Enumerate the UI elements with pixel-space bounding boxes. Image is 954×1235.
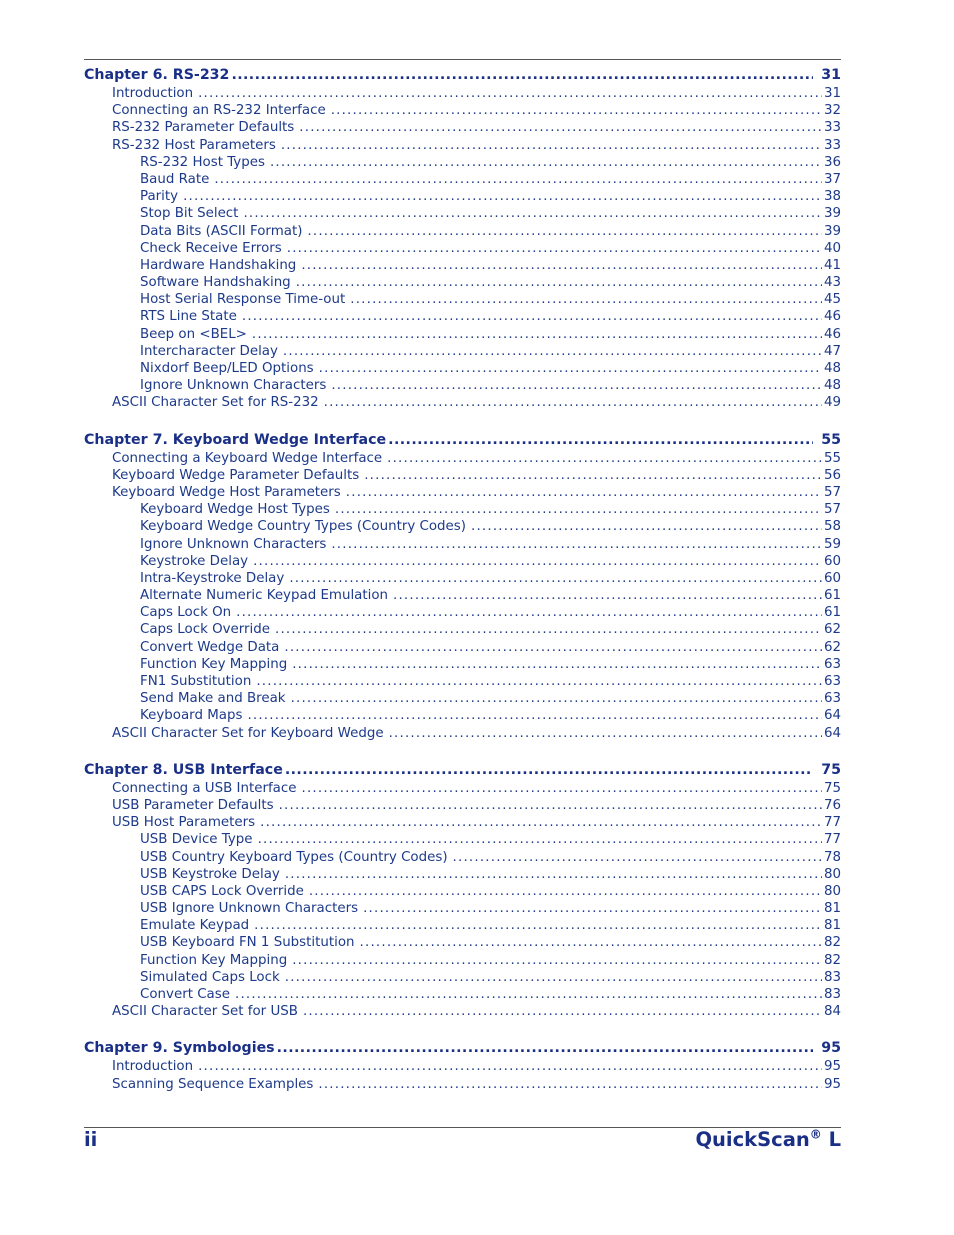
entry-page-number: 55 bbox=[823, 450, 841, 466]
entry-label: Baud Rate bbox=[140, 171, 210, 187]
entry-label: USB Keyboard FN 1 Substitution bbox=[140, 935, 355, 951]
dot-leader bbox=[363, 900, 822, 917]
toc-entry[interactable] bbox=[84, 1058, 841, 1075]
entry-page-number: 39 bbox=[823, 223, 841, 239]
entry-page-number: 63 bbox=[823, 656, 841, 672]
dot-leader bbox=[281, 137, 822, 154]
dot-leader bbox=[214, 171, 822, 188]
chapter-title: Chapter 9. Symbologies bbox=[84, 1040, 275, 1057]
dot-leader bbox=[279, 797, 822, 814]
dot-leader bbox=[389, 725, 822, 742]
entry-label: Simulated Caps Lock bbox=[140, 969, 280, 985]
dot-leader bbox=[236, 604, 822, 621]
dot-leader bbox=[292, 656, 822, 673]
entry-page-number: 76 bbox=[823, 797, 841, 813]
dot-leader bbox=[319, 360, 822, 377]
dot-leader bbox=[309, 883, 822, 900]
toc-entry[interactable] bbox=[84, 621, 841, 638]
dot-leader bbox=[331, 377, 822, 394]
toc-entry[interactable] bbox=[84, 171, 841, 188]
entry-page-number: 37 bbox=[823, 171, 841, 187]
entry-page-number: 46 bbox=[823, 309, 841, 325]
dot-leader bbox=[291, 690, 822, 707]
entry-label: USB Host Parameters bbox=[112, 815, 256, 831]
dot-leader bbox=[364, 467, 822, 484]
dot-leader bbox=[277, 1039, 814, 1058]
entry-label: Caps Lock Override bbox=[140, 622, 271, 638]
chapter-title: Chapter 7. Keyboard Wedge Interface bbox=[84, 431, 387, 448]
entry-page-number: 83 bbox=[823, 969, 841, 985]
dot-leader bbox=[285, 761, 813, 780]
entry-label: Connecting a Keyboard Wedge Interface bbox=[112, 450, 383, 466]
entry-label: ASCII Character Set for RS-232 bbox=[112, 395, 319, 411]
entry-page-number: 75 bbox=[823, 780, 841, 796]
dot-leader bbox=[346, 484, 822, 501]
entry-page-number: 77 bbox=[823, 832, 841, 848]
toc-entry[interactable] bbox=[84, 866, 841, 883]
entry-page-number: 81 bbox=[823, 918, 841, 934]
entry-label: Host Serial Response Time-out bbox=[140, 292, 346, 308]
dot-leader bbox=[247, 707, 822, 724]
dot-leader bbox=[284, 639, 822, 656]
entry-label: ASCII Character Set for Keyboard Wedge bbox=[112, 725, 384, 741]
entry-label: USB Keystroke Delay bbox=[140, 866, 280, 882]
dot-leader bbox=[235, 986, 822, 1003]
entry-label: USB Country Keyboard Types (Country Codes) bbox=[140, 849, 448, 865]
toc-chapter bbox=[84, 66, 841, 412]
dot-leader bbox=[283, 343, 822, 360]
dot-leader bbox=[388, 431, 813, 450]
toc-entry[interactable] bbox=[84, 188, 841, 205]
entry-label: Nixdorf Beep/LED Options bbox=[140, 361, 314, 376]
toc-entry[interactable] bbox=[84, 377, 841, 394]
dot-leader bbox=[285, 969, 822, 986]
dot-leader bbox=[292, 952, 822, 969]
chapter-heading[interactable] bbox=[84, 761, 841, 780]
toc-entry[interactable] bbox=[84, 639, 841, 656]
toc-entry[interactable] bbox=[84, 154, 841, 171]
entry-page-number: 36 bbox=[823, 154, 841, 170]
entry-label: Data Bits (ASCII Format) bbox=[140, 223, 303, 239]
product-suffix: L bbox=[821, 1128, 841, 1151]
toc-entry[interactable] bbox=[84, 501, 841, 518]
dot-leader bbox=[260, 814, 822, 831]
dot-leader bbox=[299, 119, 822, 136]
entry-label: Introduction bbox=[112, 1059, 194, 1075]
entry-label: Connecting a USB Interface bbox=[112, 780, 297, 796]
chapter-heading[interactable] bbox=[84, 431, 841, 450]
toc-entry[interactable] bbox=[84, 1003, 841, 1020]
chapter-page-number: 55 bbox=[821, 431, 841, 448]
entry-label: Scanning Sequence Examples bbox=[112, 1076, 314, 1092]
toc-entry[interactable] bbox=[84, 780, 841, 797]
entry-label: Alternate Numeric Keypad Emulation bbox=[140, 588, 389, 604]
dot-leader bbox=[198, 1058, 822, 1075]
toc-entry[interactable] bbox=[84, 986, 841, 1003]
dot-leader bbox=[471, 518, 822, 535]
dot-leader bbox=[243, 205, 822, 222]
dot-leader bbox=[318, 1076, 822, 1093]
toc-entry[interactable] bbox=[84, 467, 841, 484]
entry-page-number: 43 bbox=[823, 275, 841, 291]
toc-entry[interactable] bbox=[84, 102, 841, 119]
entry-page-number: 64 bbox=[823, 708, 841, 724]
dot-leader bbox=[198, 85, 822, 102]
header-rule bbox=[84, 59, 841, 60]
dot-leader bbox=[324, 394, 822, 411]
entry-label: Connecting an RS-232 Interface bbox=[112, 103, 326, 119]
chapter-title: Chapter 8. USB Interface bbox=[84, 761, 283, 778]
toc-entry[interactable] bbox=[84, 257, 841, 274]
entry-label: Function Key Mapping bbox=[140, 952, 288, 968]
toc-entry[interactable] bbox=[84, 690, 841, 707]
toc-entry[interactable] bbox=[84, 952, 841, 969]
toc-entry[interactable] bbox=[84, 343, 841, 360]
entry-label: Intra-Keystroke Delay bbox=[140, 570, 285, 586]
toc-entry[interactable] bbox=[84, 308, 841, 325]
toc-chapter bbox=[84, 1039, 841, 1092]
entry-page-number: 62 bbox=[823, 622, 841, 638]
dot-leader bbox=[270, 154, 822, 171]
entry-page-number: 40 bbox=[823, 240, 841, 256]
entry-page-number: 95 bbox=[823, 1076, 841, 1092]
dot-leader bbox=[287, 240, 822, 257]
entry-label: RS-232 Host Parameters bbox=[112, 137, 276, 153]
entry-page-number: 80 bbox=[823, 866, 841, 882]
toc-entry[interactable] bbox=[84, 85, 841, 102]
toc-entry[interactable] bbox=[84, 570, 841, 587]
dot-leader bbox=[296, 274, 822, 291]
entry-label: Hardware Handshaking bbox=[140, 257, 297, 273]
entry-label: RS-232 Host Types bbox=[140, 154, 265, 170]
toc-entry[interactable] bbox=[84, 1076, 841, 1093]
toc-entry[interactable] bbox=[84, 849, 841, 866]
toc-entry[interactable] bbox=[84, 707, 841, 724]
dot-leader bbox=[256, 673, 822, 690]
entry-label: Convert Case bbox=[140, 987, 230, 1002]
toc-entry[interactable] bbox=[84, 934, 841, 951]
chapter-page-number: 31 bbox=[821, 67, 841, 83]
toc-entry[interactable] bbox=[84, 240, 841, 257]
dot-leader bbox=[242, 308, 822, 325]
toc-entry[interactable] bbox=[84, 205, 841, 222]
footer-page-number: ii bbox=[84, 1128, 98, 1151]
entry-label: Send Make and Break bbox=[140, 691, 286, 707]
entry-page-number: 80 bbox=[823, 883, 841, 899]
entry-page-number: 78 bbox=[823, 849, 841, 865]
entry-label: Keyboard Maps bbox=[140, 708, 243, 724]
entry-page-number: 82 bbox=[823, 952, 841, 968]
toc-entry[interactable] bbox=[84, 326, 841, 343]
dot-leader bbox=[360, 934, 822, 951]
entry-label: Stop Bit Select bbox=[140, 206, 239, 222]
dot-leader bbox=[285, 866, 822, 883]
entry-page-number: 33 bbox=[823, 137, 841, 153]
toc-entry[interactable] bbox=[84, 360, 841, 377]
entry-label: Ignore Unknown Characters bbox=[140, 536, 327, 552]
chapter-page-number: 75 bbox=[821, 761, 841, 778]
toc-chapter bbox=[84, 431, 841, 742]
entry-page-number: 33 bbox=[823, 120, 841, 136]
dot-leader bbox=[307, 223, 822, 240]
toc-entry[interactable] bbox=[84, 137, 841, 154]
toc-entry[interactable] bbox=[84, 797, 841, 814]
toc-entry[interactable] bbox=[84, 223, 841, 240]
entry-label: RS-232 Parameter Defaults bbox=[112, 120, 295, 136]
entry-page-number: 39 bbox=[823, 206, 841, 222]
entry-page-number: 60 bbox=[823, 553, 841, 569]
entry-page-number: 32 bbox=[823, 103, 841, 119]
entry-page-number: 81 bbox=[823, 901, 841, 917]
toc-entry[interactable] bbox=[84, 119, 841, 136]
dot-leader bbox=[183, 188, 822, 205]
entry-page-number: 63 bbox=[823, 691, 841, 707]
entry-label: Emulate Keypad bbox=[140, 918, 250, 934]
entry-label: Keyboard Wedge Host Parameters bbox=[112, 484, 341, 500]
entry-page-number: 47 bbox=[823, 343, 841, 359]
dot-leader bbox=[393, 587, 822, 604]
dot-leader bbox=[301, 257, 822, 274]
entry-page-number: 48 bbox=[823, 361, 841, 376]
entry-page-number: 45 bbox=[823, 292, 841, 308]
toc-entry[interactable] bbox=[84, 656, 841, 673]
dot-leader bbox=[387, 450, 822, 467]
entry-label: Function Key Mapping bbox=[140, 656, 288, 672]
toc-entry[interactable] bbox=[84, 900, 841, 917]
dot-leader bbox=[350, 291, 822, 308]
dot-leader bbox=[303, 1003, 822, 1020]
chapter-title: Chapter 6. RS-232 bbox=[84, 67, 230, 83]
entry-label: Parity bbox=[140, 189, 179, 205]
dot-leader bbox=[258, 831, 822, 848]
dot-leader bbox=[253, 553, 822, 570]
entry-label: USB Device Type bbox=[140, 832, 253, 848]
entry-page-number: 38 bbox=[823, 189, 841, 205]
entry-page-number: 49 bbox=[823, 395, 841, 411]
toc-entry[interactable] bbox=[84, 394, 841, 411]
toc-chapter bbox=[84, 761, 841, 1021]
page-footer bbox=[84, 1128, 841, 1151]
footer-product-name bbox=[695, 1128, 841, 1151]
entry-label: FN1 Substitution bbox=[140, 674, 252, 689]
entry-label: Keyboard Wedge Host Types bbox=[140, 502, 330, 518]
entry-label: Introduction bbox=[112, 86, 194, 101]
entry-label: Ignore Unknown Characters bbox=[140, 378, 327, 394]
chapter-heading[interactable] bbox=[84, 66, 841, 85]
toc-entry[interactable] bbox=[84, 553, 841, 570]
dot-leader bbox=[275, 621, 822, 638]
registered-mark: ® bbox=[809, 1127, 822, 1142]
chapter-page-number: 95 bbox=[821, 1040, 841, 1057]
entry-label: USB Parameter Defaults bbox=[112, 797, 274, 813]
entry-label: Keyboard Wedge Parameter Defaults bbox=[112, 467, 360, 483]
dot-leader bbox=[252, 326, 822, 343]
entry-page-number: 48 bbox=[823, 378, 841, 394]
toc-entry[interactable] bbox=[84, 291, 841, 308]
entry-page-number: 60 bbox=[823, 570, 841, 586]
entry-label: Convert Wedge Data bbox=[140, 639, 280, 655]
entry-label: Keyboard Wedge Country Types (Country Codes) bbox=[140, 519, 466, 535]
entry-page-number: 77 bbox=[823, 815, 841, 831]
entry-page-number: 46 bbox=[823, 326, 841, 342]
toc-entry[interactable] bbox=[84, 883, 841, 900]
toc-entry[interactable] bbox=[84, 484, 841, 501]
entry-label: Caps Lock On bbox=[140, 605, 232, 621]
toc-entry[interactable] bbox=[84, 536, 841, 553]
dot-leader bbox=[331, 102, 822, 119]
entry-page-number: 84 bbox=[823, 1004, 841, 1020]
entry-label: ASCII Character Set for USB bbox=[112, 1004, 298, 1020]
chapter-heading[interactable] bbox=[84, 1039, 841, 1058]
dot-leader bbox=[335, 501, 822, 518]
toc-entry[interactable] bbox=[84, 831, 841, 848]
toc-entry[interactable] bbox=[84, 604, 841, 621]
entry-page-number: 31 bbox=[823, 86, 841, 101]
entry-label: Keystroke Delay bbox=[140, 553, 249, 569]
entry-page-number: 56 bbox=[823, 467, 841, 483]
entry-page-number: 59 bbox=[823, 536, 841, 552]
toc-entry[interactable] bbox=[84, 969, 841, 986]
toc-entry[interactable] bbox=[84, 274, 841, 291]
product-name: QuickScan bbox=[695, 1128, 810, 1151]
entry-page-number: 61 bbox=[823, 588, 841, 604]
entry-page-number: 95 bbox=[823, 1059, 841, 1075]
entry-label: USB CAPS Lock Override bbox=[140, 883, 304, 899]
entry-label: Intercharacter Delay bbox=[140, 343, 278, 359]
entry-label: Check Receive Errors bbox=[140, 240, 282, 256]
dot-leader bbox=[289, 570, 822, 587]
dot-leader bbox=[302, 780, 822, 797]
table-of-contents bbox=[84, 66, 841, 1112]
entry-page-number: 61 bbox=[823, 605, 841, 621]
entry-page-number: 41 bbox=[823, 257, 841, 273]
toc-entry[interactable] bbox=[84, 725, 841, 742]
entry-label: Beep on <BEL> bbox=[140, 326, 247, 342]
toc-entry[interactable] bbox=[84, 450, 841, 467]
entry-label: USB Ignore Unknown Characters bbox=[140, 901, 359, 917]
entry-page-number: 83 bbox=[823, 987, 841, 1002]
entry-page-number: 62 bbox=[823, 639, 841, 655]
entry-page-number: 64 bbox=[823, 725, 841, 741]
dot-leader bbox=[331, 536, 822, 553]
toc-entry[interactable] bbox=[84, 518, 841, 535]
dot-leader bbox=[231, 66, 813, 85]
entry-page-number: 57 bbox=[823, 502, 841, 518]
entry-page-number: 57 bbox=[823, 484, 841, 500]
entry-label: RTS Line State bbox=[140, 309, 237, 325]
toc-entry[interactable] bbox=[84, 587, 841, 604]
dot-leader bbox=[453, 849, 822, 866]
entry-page-number: 82 bbox=[823, 935, 841, 951]
entry-page-number: 58 bbox=[823, 519, 841, 535]
toc-entry[interactable] bbox=[84, 673, 841, 690]
toc-entry[interactable] bbox=[84, 917, 841, 934]
toc-entry[interactable] bbox=[84, 814, 841, 831]
dot-leader bbox=[254, 917, 822, 934]
entry-page-number: 63 bbox=[823, 674, 841, 689]
entry-label: Software Handshaking bbox=[140, 275, 291, 291]
